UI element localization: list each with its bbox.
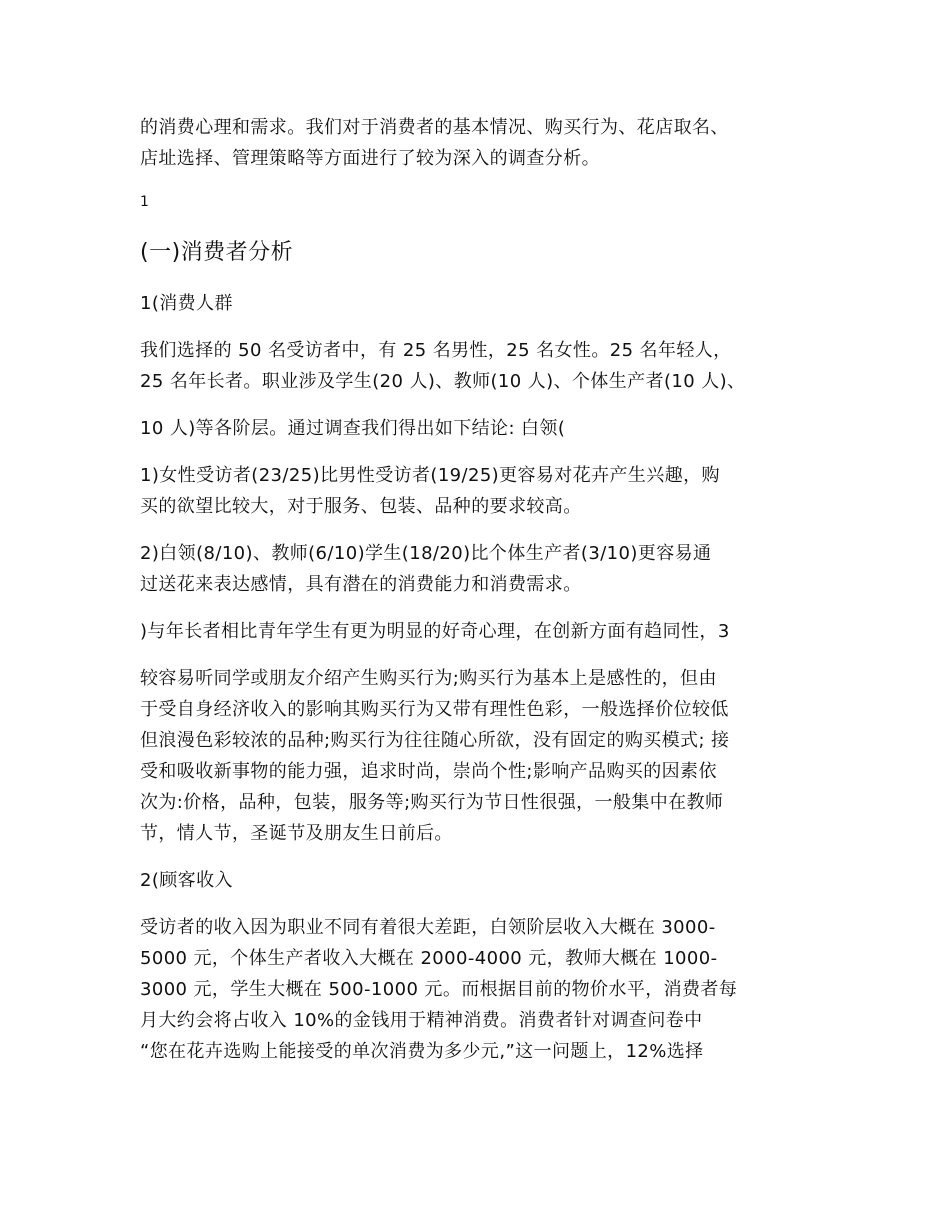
- text-line: 1)女性受访者(23/25)比男性受访者(19/25)更容易对花卉产生兴趣，购: [140, 465, 720, 486]
- paragraph-respondents: [140, 335, 820, 397]
- text-line: 节，情人节，圣诞节及朋友生日前后。: [140, 823, 453, 844]
- section-heading: (一)消费者分析: [140, 240, 294, 265]
- subheading-customer-income: [140, 865, 820, 896]
- text-line: 10 人)等各阶层。通过调查我们得出如下结论: 白领(: [140, 418, 566, 439]
- text-line: 的消费心理和需求。我们对于消费者的基本情况、购买行为、花店取名、: [140, 117, 729, 138]
- paragraph-conclusion-2: [140, 538, 820, 600]
- intro-paragraph: [140, 112, 820, 174]
- document-page: [140, 112, 820, 1083]
- paragraph-conclusion-1: [140, 460, 820, 522]
- text-line: 店址选择、管理策略等方面进行了较为深入的调查分析。: [140, 148, 600, 169]
- text-line: 于受自身经济收入的影响其购买行为又带有理性色彩，一般选择价位较低: [140, 699, 729, 720]
- text-line: 2)白领(8/10)、教师(6/10)学生(18/20)比个体生产者(3/10)更容易通: [140, 543, 712, 564]
- text-line: 受和吸收新事物的能力强，追求时尚，崇尚个性;影响产品购买的因素依: [140, 761, 717, 782]
- paragraph-purchase-behavior: [140, 663, 820, 849]
- text-line: 但浪漫色彩较浓的品种;购买行为往往随心所欲，没有固定的购买模式; 接: [140, 730, 730, 751]
- subheading-consumer-group: [140, 288, 820, 319]
- text-line: “您在花卉选购上能接受的单次消费为多少元,”这一问题上，12%选择: [140, 1041, 704, 1062]
- text-line: 25 名年长者。职业涉及学生(20 人)、教师(10 人)、个体生产者(10 人)、: [140, 371, 746, 392]
- text-line: 较容易听同学或朋友介绍产生购买行为;购买行为基本上是感性的，但由: [140, 668, 717, 689]
- text-line: 过送花来表达感情，具有潜在的消费能力和消费需求。: [140, 574, 582, 595]
- paragraph-strata: [140, 413, 820, 444]
- subheading: 1(消费人群: [140, 293, 233, 314]
- text-line: )与年长者相比青年学生有更为明显的好奇心理，在创新方面有趋同性，3: [140, 621, 730, 642]
- subheading: 2(顾客收入: [140, 870, 233, 891]
- paragraph-income: [140, 912, 820, 1067]
- text-line: 我们选择的 50 名受访者中，有 25 名男性，25 名女性。25 名年轻人，: [140, 340, 732, 361]
- text-line: 买的欲望比较大，对于服务、包装、品种的要求较高。: [140, 496, 582, 517]
- page-number: 1: [140, 194, 149, 210]
- text-line: 3000 元，学生大概在 500-1000 元。而根据目前的物价水平，消费者每: [140, 979, 738, 1000]
- text-line: 月大约会将占收入 10%的金钱用于精神消费。消费者针对调查问卷中: [140, 1010, 703, 1031]
- text-line: 受访者的收入因为职业不同有着很大差距，白领阶层收入大概在 3000-: [140, 917, 716, 938]
- text-line: 次为:价格，品种，包装，服务等;购买行为节日性很强，一般集中在教师: [140, 792, 724, 813]
- paragraph-conclusion-3: [140, 616, 820, 647]
- text-line: 5000 元，个体生产者收入大概在 2000-4000 元，教师大概在 1000-: [140, 948, 718, 969]
